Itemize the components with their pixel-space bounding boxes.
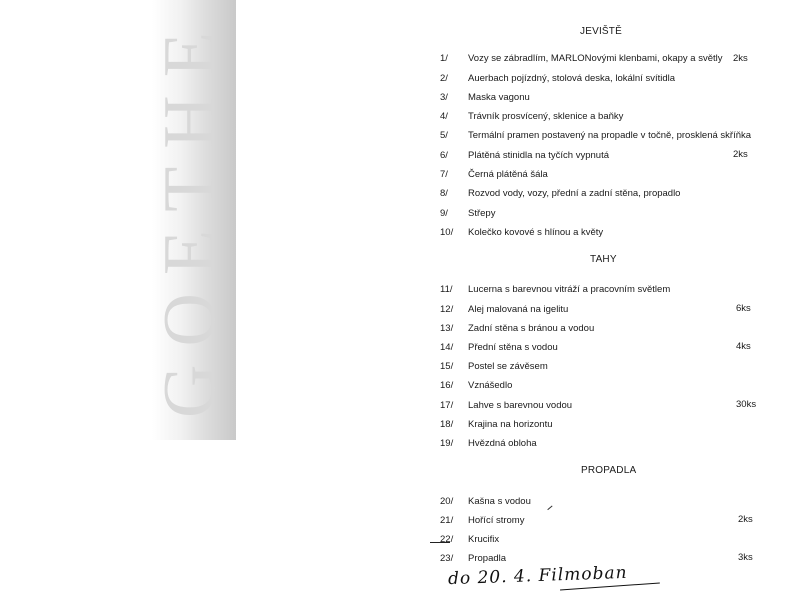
item-number: 19/ xyxy=(440,438,454,449)
item-number: 6/ xyxy=(440,150,448,161)
item-number: 11/ xyxy=(440,284,453,295)
item-number: 4/ xyxy=(440,111,448,122)
item-number: 2/ xyxy=(440,73,448,84)
item-text: Hořící stromy xyxy=(468,515,525,526)
section-heading-tahy: TAHY xyxy=(590,254,617,265)
item-quantity: 4ks xyxy=(736,341,751,352)
section-heading-propadla: PROPADLA xyxy=(581,465,637,476)
item-text: Přední stěna s vodou xyxy=(468,342,558,353)
item-text: Střepy xyxy=(468,208,496,219)
item-text: Krajina na horizontu xyxy=(468,419,553,430)
item-text: Zadní stěna s bránou a vodou xyxy=(468,323,595,334)
item-text: Maska vagonu xyxy=(468,92,530,103)
item-text: Vznášedlo xyxy=(468,380,513,391)
item-text: Termální pramen postavený na propadle v točně, prosklená skříňka xyxy=(468,130,752,141)
item-text: Lucerna s barevnou vitráží a pracovním světlem xyxy=(468,284,671,295)
handwritten-tick-mark xyxy=(543,501,552,510)
item-number: 10/ xyxy=(440,227,454,238)
item-text: Postel se závěsem xyxy=(468,361,548,372)
item-number: 8/ xyxy=(440,188,448,199)
item-number: 23/ xyxy=(440,553,454,564)
item-number: 9/ xyxy=(440,208,448,219)
item-number: 5/ xyxy=(440,130,448,141)
item-text: Plátěná stinidla na tyčích vypnutá xyxy=(468,150,610,161)
spine-title: GOETHE xyxy=(149,14,231,418)
item-number: 17/ xyxy=(440,400,454,411)
item-number: 16/ xyxy=(440,380,454,391)
item-number: 14/ xyxy=(440,342,454,353)
handwritten-signature: do 20. 4. Filmoban xyxy=(447,562,628,590)
item-text: Hvězdná obloha xyxy=(468,438,537,449)
item-text: Auerbach pojízdný, stolová deska, lokální svítidla xyxy=(468,73,676,84)
item-text: Krucifix xyxy=(468,534,500,545)
item-text: Propadla xyxy=(468,553,507,564)
item-text: Vozy se zábradlím, MARLONovými klenbami, okapy a světly xyxy=(468,53,723,64)
item-number: 12/ xyxy=(440,304,454,315)
item-number: 1/ xyxy=(440,53,448,64)
item-number: 7/ xyxy=(440,169,448,180)
item-number: 22/ xyxy=(440,534,454,545)
section-heading-jeviste: JEVIŠTĚ xyxy=(580,26,622,37)
item-number: 18/ xyxy=(440,419,454,430)
item-number: 13/ xyxy=(440,323,454,334)
item-quantity: 6ks xyxy=(736,303,751,314)
item-quantity: 30ks xyxy=(736,399,757,410)
item-quantity: 3ks xyxy=(738,552,753,563)
item-text: Rozvod vody, vozy, přední a zadní stěna, propadlo xyxy=(468,188,681,199)
item-number: 21/ xyxy=(440,515,454,526)
item-quantity: 2ks xyxy=(733,149,748,160)
item-number: 3/ xyxy=(440,92,448,103)
item-text: Trávník prosvícený, sklenice a baňky xyxy=(468,111,624,122)
item-number: 15/ xyxy=(440,361,454,372)
item-number: 20/ xyxy=(440,496,454,507)
item-text: Alej malovaná na igelitu xyxy=(468,304,569,315)
item-quantity: 2ks xyxy=(738,514,753,525)
item-text: Kašna s vodou xyxy=(468,496,531,507)
handwritten-strike-mark xyxy=(430,542,450,546)
item-quantity: 2ks xyxy=(733,53,748,64)
item-text: Černá plátěná šála xyxy=(468,169,548,180)
item-text: Kolečko kovové s hlínou a květy xyxy=(468,227,604,238)
item-text: Lahve s barevnou vodou xyxy=(468,400,573,411)
